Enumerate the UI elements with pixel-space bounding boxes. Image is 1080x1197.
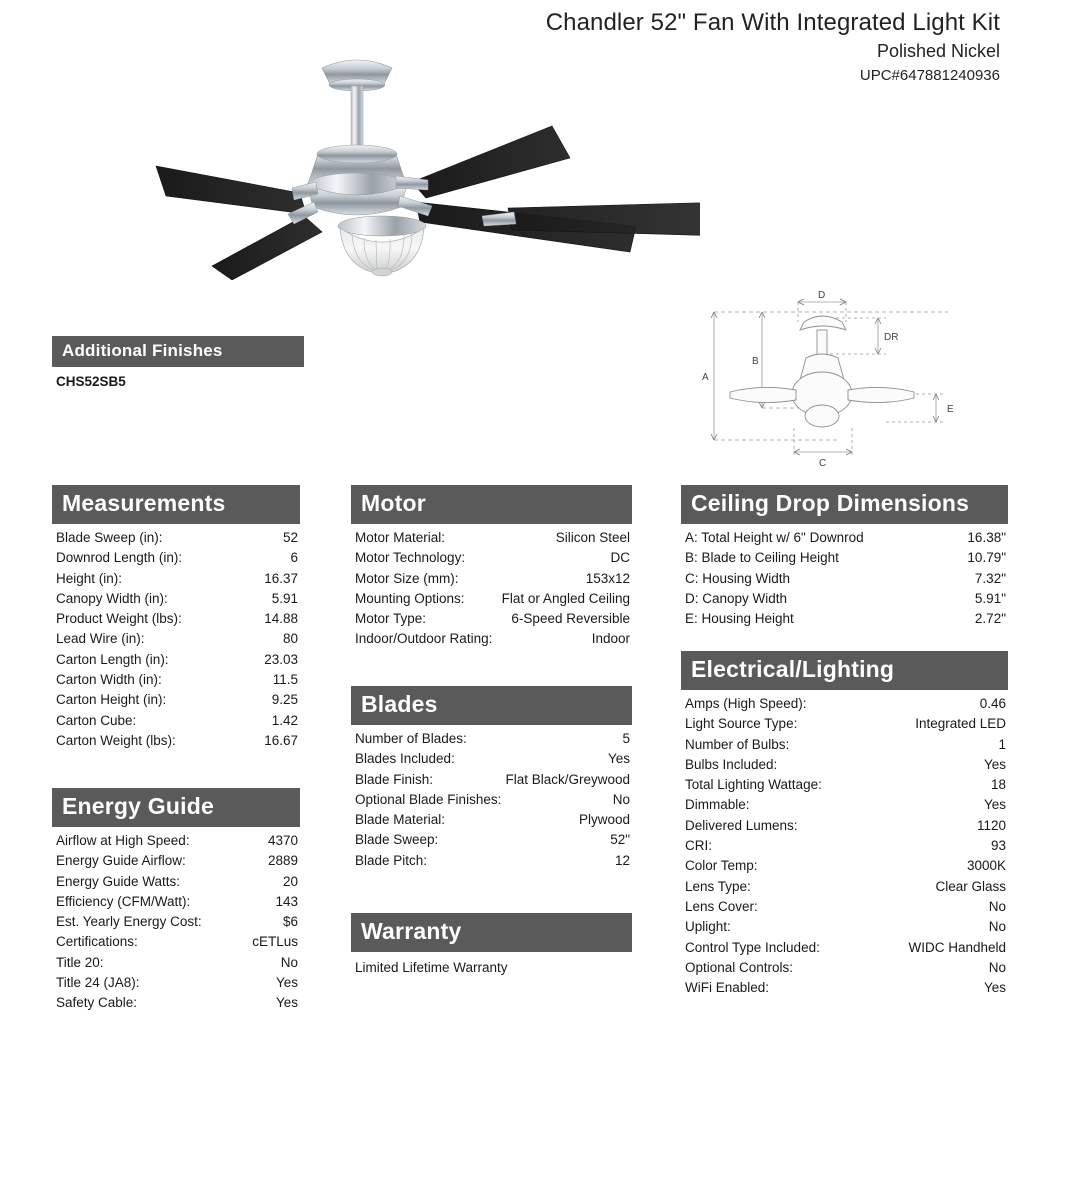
spec-row [52, 690, 300, 710]
spec-row [351, 548, 632, 568]
spec-row [681, 694, 1008, 714]
spec-row [52, 872, 300, 892]
spec-key: Certifications: [56, 934, 138, 950]
spec-key: Lead Wire (in): [56, 631, 145, 647]
spec-key: Blades Included: [355, 751, 455, 767]
spec-value: 5.91" [974, 590, 1006, 606]
spec-key: Title 24 (JA8): [56, 975, 140, 991]
spec-key: Blade Finish: [355, 771, 434, 787]
spec-key: Blade Sweep (in): [56, 530, 163, 545]
spec-row [681, 877, 1008, 897]
electrical-lighting-rows [681, 694, 1008, 998]
diagram-label-a: A [702, 372, 709, 383]
spec-value: DC [610, 550, 630, 566]
spec-key: Product Weight (lbs): [56, 611, 182, 627]
spec-row [351, 851, 632, 871]
spec-key: Airflow at High Speed: [56, 833, 190, 848]
spec-key: Motor Type: [355, 611, 427, 627]
spec-value: cETLus [252, 934, 298, 950]
spec-row [52, 569, 300, 589]
spec-value: 12 [614, 852, 630, 868]
spec-row [681, 978, 1008, 998]
spec-row [52, 629, 300, 649]
spec-value: No [988, 898, 1006, 914]
spec-value: No [988, 959, 1006, 975]
spec-key: Light Source Type: [685, 716, 798, 732]
energy-guide-section [52, 788, 300, 1014]
energy-guide-rows [52, 831, 300, 1014]
spec-key: Uplight: [685, 919, 731, 935]
spec-value: 11.5 [272, 672, 298, 688]
spec-row [351, 749, 632, 769]
spec-key: Carton Cube: [56, 712, 137, 728]
product-upc: UPC#647881240936 [859, 67, 1000, 84]
spec-value: Yes [275, 975, 298, 991]
spec-value: 10.79" [967, 550, 1006, 566]
spec-key: E: Housing Height [685, 611, 794, 627]
spec-key: Height (in): [56, 570, 123, 586]
spec-key: Number of Blades: [355, 731, 467, 746]
spec-row [52, 973, 300, 993]
spec-row [681, 714, 1008, 734]
spec-key: A: Total Height w/ 6" Downrod [685, 530, 864, 545]
spec-value: Plywood [578, 812, 630, 828]
spec-row [681, 755, 1008, 775]
spec-row [681, 528, 1008, 548]
spec-key: Mounting Options: [355, 590, 465, 606]
spec-value: 2.72" [974, 611, 1006, 627]
spec-key: B: Blade to Ceiling Height [685, 550, 839, 566]
spec-key: C: Housing Width [685, 570, 791, 586]
spec-value: 0.46 [979, 696, 1006, 711]
spec-row [681, 816, 1008, 836]
spec-value: 7.32" [974, 570, 1006, 586]
spec-row [681, 917, 1008, 937]
spec-value: Yes [983, 797, 1006, 813]
spec-row [681, 897, 1008, 917]
spec-value: 143 [275, 893, 298, 909]
spec-key: Downrod Length (in): [56, 550, 183, 566]
spec-value: 93 [990, 838, 1006, 854]
spec-key: Safety Cable: [56, 995, 138, 1011]
spec-value: Yes [983, 756, 1006, 772]
spec-key: Title 20: [56, 954, 104, 970]
dimension-diagram [690, 288, 970, 468]
measurements-rows [52, 528, 300, 751]
spec-key: Bulbs Included: [685, 756, 778, 772]
spec-value: 1.42 [271, 712, 298, 728]
blades-section [351, 686, 632, 871]
spec-value: No [612, 791, 630, 807]
spec-key: Amps (High Speed): [685, 696, 807, 711]
ceiling-drop-heading: Ceiling Drop Dimensions [681, 485, 1008, 524]
spec-row [681, 856, 1008, 876]
spec-value: 23.03 [264, 651, 298, 667]
spec-value: $6 [282, 914, 298, 930]
product-finish: Polished Nickel [876, 41, 1000, 61]
spec-value: 52" [610, 832, 630, 848]
motor-heading: Motor [351, 485, 632, 524]
spec-value: 2889 [267, 853, 298, 869]
blades-heading: Blades [351, 686, 632, 725]
ceiling-drop-section [681, 485, 1008, 629]
spec-value: Silicon Steel [555, 530, 630, 545]
spec-key: Total Lighting Wattage: [685, 777, 822, 793]
spec-row [681, 958, 1008, 978]
spec-key: Carton Width (in): [56, 672, 162, 688]
spec-value: 16.38" [967, 530, 1006, 545]
spec-value: Yes [607, 751, 630, 767]
electrical-lighting-heading: Electrical/Lighting [681, 651, 1008, 690]
ceiling-drop-rows [681, 528, 1008, 629]
diagram-label-b: B [752, 356, 759, 367]
spec-key: Energy Guide Airflow: [56, 853, 186, 869]
spec-key: Dimmable: [685, 797, 750, 813]
spec-row [351, 609, 632, 629]
spec-row [351, 589, 632, 609]
spec-value: 14.88 [264, 611, 298, 627]
spec-row [351, 569, 632, 589]
spec-value: 16.37 [264, 570, 298, 586]
spec-key: Motor Size (mm): [355, 570, 459, 586]
spec-value: Flat or Angled Ceiling [501, 590, 630, 606]
motor-section [351, 485, 632, 650]
spec-row [351, 770, 632, 790]
spec-value: Yes [983, 980, 1006, 996]
spec-row [52, 589, 300, 609]
spec-key: Number of Bulbs: [685, 736, 790, 752]
spec-row [52, 548, 300, 568]
spec-row [52, 912, 300, 932]
spec-value: Flat Black/Greywood [505, 771, 630, 787]
spec-value: Integrated LED [915, 716, 1006, 732]
spec-key: Est. Yearly Energy Cost: [56, 914, 202, 930]
spec-key: Delivered Lumens: [685, 817, 798, 833]
warranty-section [351, 913, 632, 978]
spec-row [52, 670, 300, 690]
spec-row [681, 938, 1008, 958]
spec-value: 1 [998, 736, 1006, 752]
spec-key: Motor Material: [355, 530, 446, 545]
spec-key: CRI: [685, 838, 712, 854]
spec-row [351, 729, 632, 749]
spec-key: Control Type Included: [685, 939, 820, 955]
spec-value: 4370 [267, 833, 298, 848]
spec-row [351, 528, 632, 548]
spec-value: 80 [282, 631, 298, 647]
spec-row [52, 711, 300, 731]
spec-row [681, 569, 1008, 589]
spec-row [681, 589, 1008, 609]
spec-row [52, 892, 300, 912]
spec-key: Motor Technology: [355, 550, 466, 566]
spec-row [52, 609, 300, 629]
spec-row [351, 830, 632, 850]
spec-key: Energy Guide Watts: [56, 873, 181, 889]
spec-row [52, 528, 300, 548]
spec-key: WiFi Enabled: [685, 980, 770, 996]
measurements-section [52, 485, 300, 751]
spec-key: Carton Length (in): [56, 651, 169, 667]
spec-key: Indoor/Outdoor Rating: [355, 631, 493, 647]
spec-row [52, 731, 300, 751]
spec-key: D: Canopy Width [685, 590, 788, 606]
spec-value: 16.67 [264, 732, 298, 748]
spec-value: Indoor [591, 631, 630, 647]
finish-code: CHS52SB5 [56, 374, 126, 389]
electrical-lighting-section [681, 651, 1008, 998]
spec-value: 6-Speed Reversible [511, 611, 630, 627]
additional-finishes-heading: Additional Finishes [52, 336, 304, 367]
product-image [60, 30, 700, 280]
spec-row [52, 993, 300, 1013]
spec-row [681, 548, 1008, 568]
spec-key: Carton Height (in): [56, 692, 167, 708]
spec-row [681, 735, 1008, 755]
spec-row [351, 629, 632, 649]
spec-value: Yes [275, 995, 298, 1011]
spec-value: WIDC Handheld [908, 939, 1006, 955]
warranty-heading: Warranty [351, 913, 632, 952]
product-title: Chandler 52" Fan With Integrated Light Kit [545, 9, 1000, 36]
energy-guide-heading: Energy Guide [52, 788, 300, 827]
diagram-label-e: E [947, 404, 954, 415]
spec-value: 18 [990, 777, 1006, 793]
spec-row [681, 795, 1008, 815]
spec-key: Blade Sweep: [355, 832, 439, 848]
spec-value: 5 [622, 731, 630, 746]
diagram-label-c: C [819, 458, 827, 468]
spec-row [52, 932, 300, 952]
spec-key: Blade Pitch: [355, 852, 428, 868]
spec-row [52, 851, 300, 871]
spec-row [681, 775, 1008, 795]
spec-key: Carton Weight (lbs): [56, 732, 176, 748]
diagram-label-dr: DR [884, 332, 899, 343]
spec-key: Color Temp: [685, 858, 758, 874]
spec-value: No [988, 919, 1006, 935]
spec-value: 20 [282, 873, 298, 889]
spec-value: 153x12 [585, 570, 630, 586]
spec-key: Lens Type: [685, 878, 751, 894]
spec-key: Blade Material: [355, 812, 446, 828]
spec-key: Lens Cover: [685, 898, 758, 914]
spec-row [52, 953, 300, 973]
spec-value: 1120 [976, 817, 1006, 833]
blades-rows [351, 729, 632, 871]
diagram-label-d: D [818, 290, 826, 301]
spec-key: Efficiency (CFM/Watt): [56, 893, 191, 909]
spec-key: Optional Blade Finishes: [355, 791, 502, 807]
spec-row [351, 810, 632, 830]
warranty-text: Limited Lifetime Warranty [355, 960, 508, 975]
spec-row [681, 836, 1008, 856]
spec-row [52, 650, 300, 670]
measurements-heading: Measurements [52, 485, 300, 524]
spec-key: Optional Controls: [685, 959, 794, 975]
spec-row [52, 831, 300, 851]
motor-rows [351, 528, 632, 650]
spec-row [681, 609, 1008, 629]
spec-value: Clear Glass [935, 878, 1006, 894]
spec-key: Canopy Width (in): [56, 590, 168, 606]
spec-value: 3000K [966, 858, 1006, 874]
spec-value: 6 [290, 550, 298, 566]
spec-value: 9.25 [271, 692, 298, 708]
spec-row [351, 790, 632, 810]
spec-value: No [280, 954, 298, 970]
spec-value: 5.91 [271, 590, 298, 606]
additional-finishes-section [52, 336, 304, 389]
spec-value: 52 [282, 530, 298, 545]
